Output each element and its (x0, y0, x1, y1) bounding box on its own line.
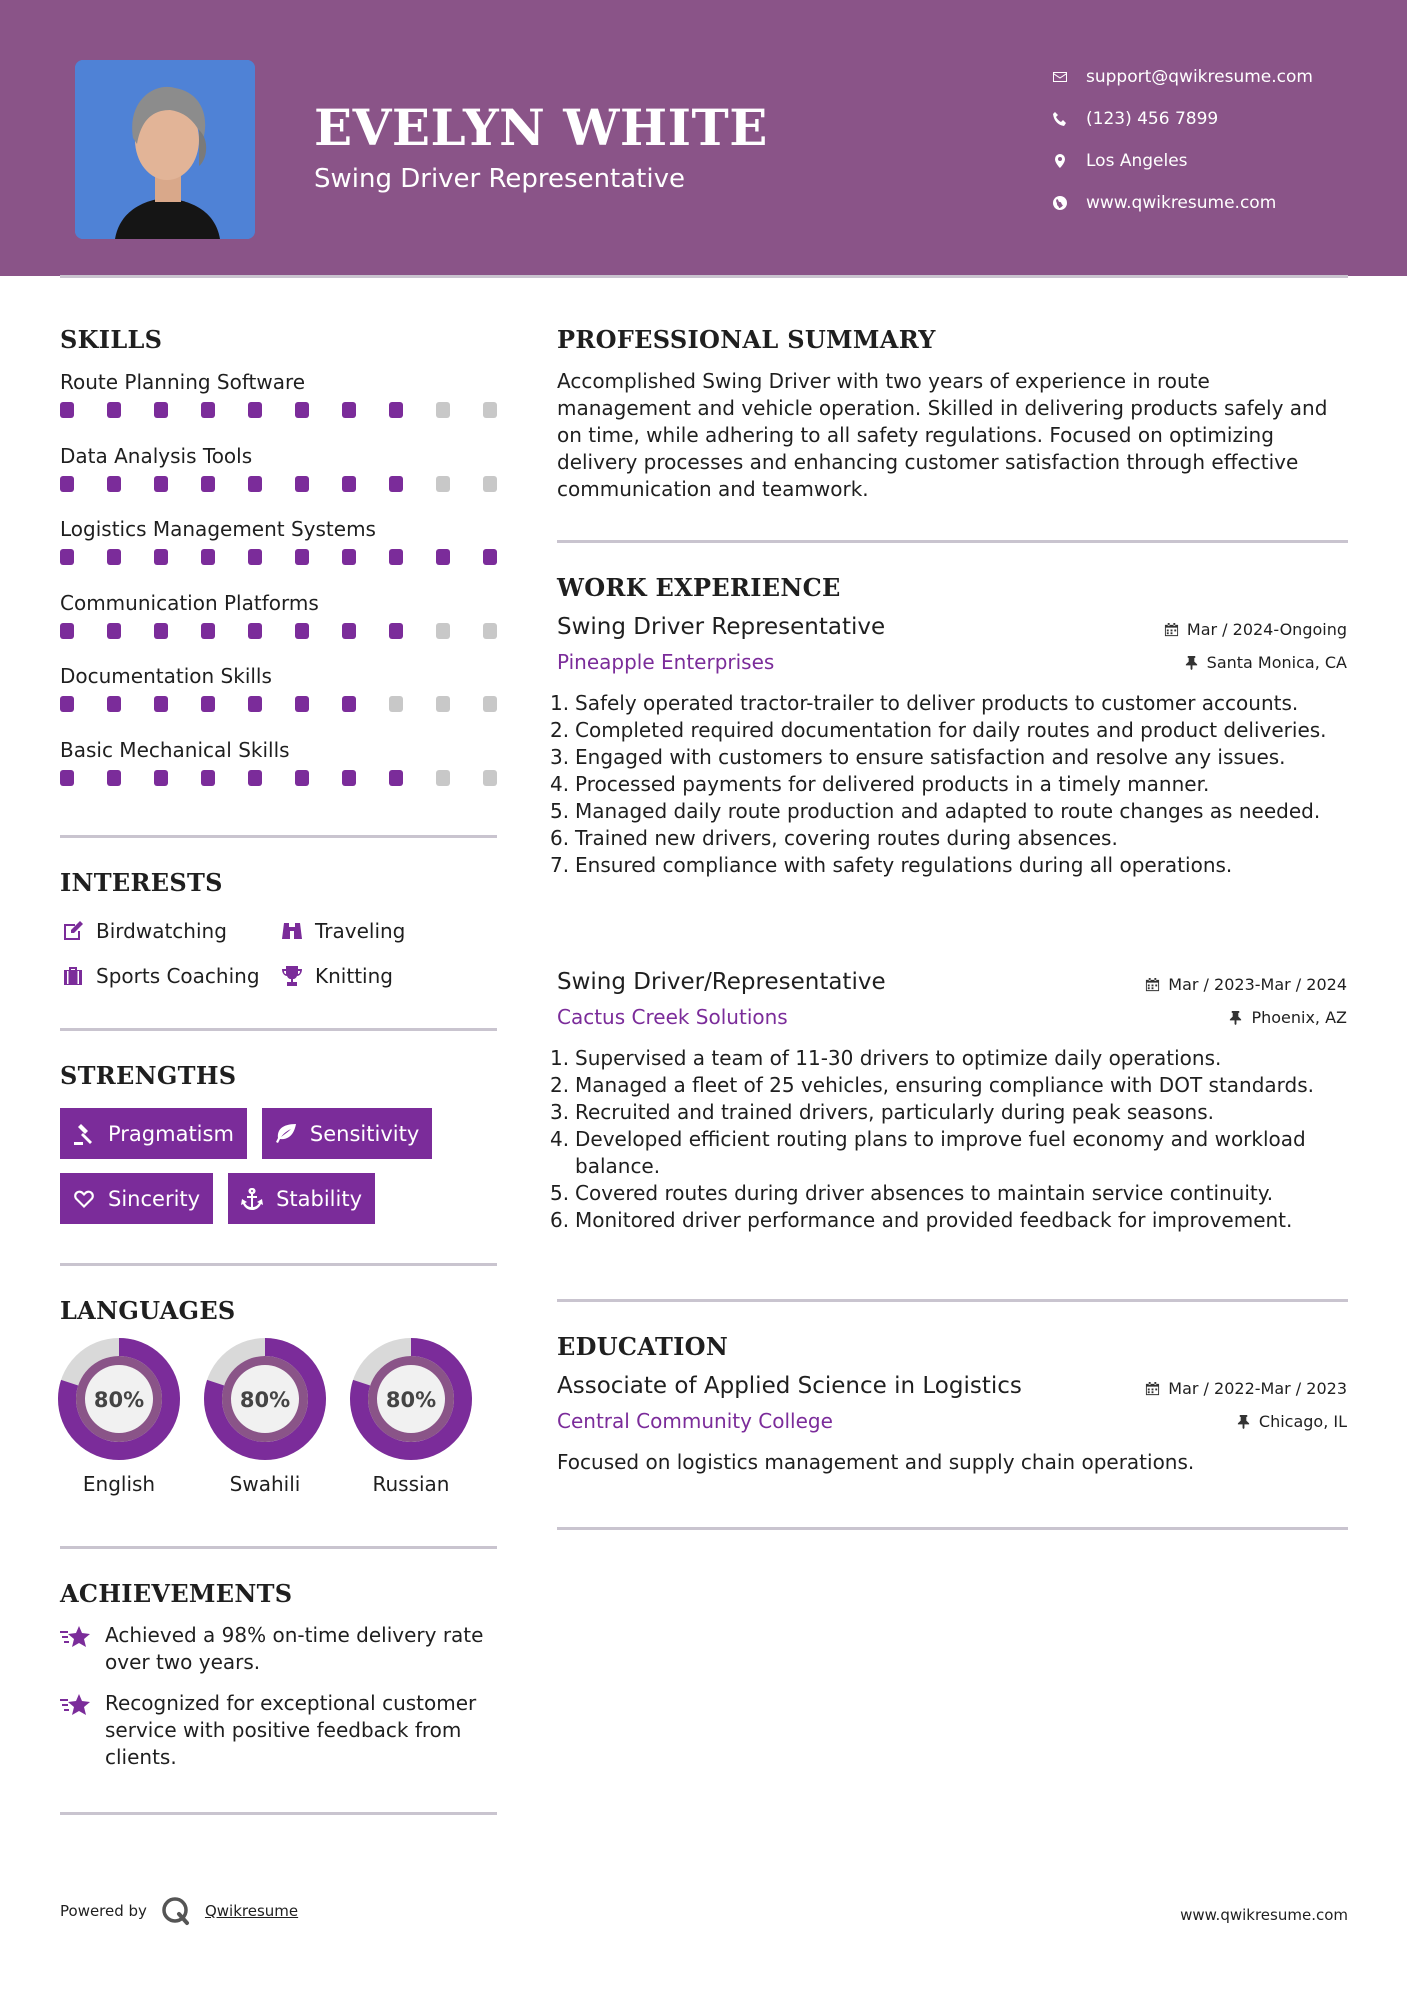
job-bullets (550, 1045, 1347, 1234)
globe-icon (1050, 193, 1070, 213)
skill-rating (60, 770, 497, 786)
interest-item (279, 918, 405, 944)
skill-dot-filled (389, 623, 403, 639)
pushpin-icon (1236, 1414, 1251, 1429)
skill-item (60, 736, 500, 810)
pencil-square-icon (60, 918, 86, 944)
language-percent: 80% (385, 1388, 437, 1412)
contact-location (1050, 140, 1313, 182)
skill-item (60, 368, 500, 442)
language-item (204, 1338, 326, 1496)
strength-label: Pragmatism (108, 1121, 234, 1146)
job-bullet: 3. Engaged with customers to ensure satisfaction and resolve any issues. (550, 745, 1286, 769)
strengths-list (60, 1108, 500, 1238)
interests-heading: INTERESTS (60, 868, 223, 897)
education-entry (557, 1373, 1347, 1476)
skill-dot-filled (295, 696, 309, 712)
skill-dot-filled (342, 770, 356, 786)
skill-item (60, 662, 500, 736)
job-bullet: 1. Safely operated tractor-trailer to deliver products to customer accounts. (550, 691, 1299, 715)
language-ring (350, 1338, 472, 1460)
skill-dot-filled (107, 549, 121, 565)
skill-dot-empty (389, 696, 403, 712)
language-ring (204, 1338, 326, 1460)
strength-label: Stability (276, 1186, 363, 1211)
skill-dot-filled (342, 623, 356, 639)
skill-dot-filled (201, 476, 215, 492)
skills-heading: SKILLS (60, 325, 163, 354)
skill-dot-empty (436, 696, 450, 712)
star-icon (60, 1692, 92, 1771)
skills-list (60, 368, 500, 809)
skill-dot-filled (154, 770, 168, 786)
skill-name: Documentation Skills (60, 664, 272, 688)
job-bullet: 1. Supervised a team of 11-30 drivers to optimize daily operations. (550, 1046, 1222, 1070)
job-bullet: 4. Developed efficient routing plans to improve fuel economy and workload balance. (550, 1127, 1306, 1178)
achievement-text: Achieved a 98% on-time delivery rate over two years. (105, 1623, 484, 1674)
skill-dot-filled (201, 770, 215, 786)
skill-name: Logistics Management Systems (60, 517, 376, 541)
language-name: English (82, 1472, 156, 1496)
contact-website-text: www.qwikresume.com (1086, 193, 1277, 213)
skill-dot-filled (389, 770, 403, 786)
skill-dot-filled (107, 476, 121, 492)
language-percent: 80% (93, 1388, 145, 1412)
skill-dot-filled (342, 476, 356, 492)
header-divider (60, 275, 1348, 278)
map-pin-icon (1050, 151, 1070, 171)
calendar-icon (1164, 622, 1179, 637)
skill-item (60, 589, 500, 663)
contact-phone-text: (123) 456 7899 (1086, 109, 1219, 129)
gavel-icon (72, 1122, 96, 1146)
skill-dot-filled (295, 623, 309, 639)
pushpin-icon (1228, 1010, 1243, 1025)
education-heading: EDUCATION (557, 1332, 729, 1361)
skill-dot-empty (483, 623, 497, 639)
education-date: Mar / 2022-Mar / 2023 (1145, 1379, 1347, 1398)
skill-dot-empty (483, 770, 497, 786)
job-bullets (550, 690, 1347, 879)
language-item (350, 1338, 472, 1496)
skill-dot-empty (436, 623, 450, 639)
skill-name: Communication Platforms (60, 590, 319, 615)
languages-heading: LANGUAGES (60, 1296, 236, 1325)
languages-list (58, 1338, 472, 1496)
strength-chip (262, 1108, 432, 1159)
skill-dot-filled (295, 476, 309, 492)
job-bullet: 2. Managed a fleet of 25 vehicles, ensuring compliance with DOT standards. (550, 1073, 1315, 1097)
strengths-divider (60, 1263, 497, 1266)
interest-label: Traveling (315, 918, 406, 943)
skill-dot-filled (201, 549, 215, 565)
skill-rating (60, 623, 497, 639)
skill-dot-filled (389, 549, 403, 565)
language-name: Russian (372, 1472, 450, 1496)
footer-website[interactable]: www.qwikresume.com (1180, 1906, 1348, 1924)
briefcase-icon (60, 963, 86, 989)
school-name: Central Community College (557, 1409, 833, 1433)
star-icon (60, 1624, 92, 1676)
skill-dot-filled (248, 549, 262, 565)
contact-list (1050, 56, 1313, 224)
skill-dot-filled (154, 696, 168, 712)
job-bullet: 5. Covered routes during driver absences to maintain service continuity. (550, 1181, 1274, 1205)
skill-dot-empty (436, 476, 450, 492)
achievements-list (60, 1622, 505, 1785)
skill-dot-filled (248, 476, 262, 492)
skill-dot-filled (60, 476, 74, 492)
degree-title: Associate of Applied Science in Logistics (557, 1373, 1022, 1399)
job-entry (550, 614, 1347, 879)
skill-dot-filled (107, 696, 121, 712)
contact-email[interactable] (1050, 56, 1313, 98)
anchor-icon (240, 1187, 264, 1211)
strength-chip (228, 1173, 375, 1224)
leaf-icon (274, 1122, 298, 1146)
achievement-text: Recognized for exceptional customer service with positive feedback from clients. (105, 1691, 477, 1769)
languages-divider (60, 1546, 497, 1549)
achievement-item (60, 1622, 505, 1676)
skill-dot-filled (201, 623, 215, 639)
interest-item (60, 963, 279, 989)
skill-dot-filled (248, 696, 262, 712)
skill-item (60, 442, 500, 516)
job-company: Pineapple Enterprises (557, 650, 775, 674)
skill-dot-filled (389, 476, 403, 492)
interest-item (60, 918, 279, 944)
interest-label: Birdwatching (96, 918, 227, 943)
footer-powered-by: Powered by Qwikresume (60, 1896, 298, 1926)
interest-label: Sports Coaching (96, 963, 260, 988)
skill-dot-filled (107, 402, 121, 418)
trophy-icon (279, 963, 305, 989)
job-bullet: 6. Trained new drivers, covering routes during absences. (550, 826, 1118, 850)
skill-dot-filled (201, 402, 215, 418)
skill-dot-filled (389, 402, 403, 418)
skill-dot-empty (436, 770, 450, 786)
candidate-title: Swing Driver Representative (314, 164, 685, 194)
skill-dot-filled (60, 623, 74, 639)
calendar-icon (1145, 1381, 1160, 1396)
candidate-name: EVELYN WHITE (314, 98, 768, 157)
skill-rating (60, 549, 497, 565)
skill-dot-filled (154, 623, 168, 639)
skill-dot-filled (60, 402, 74, 418)
skill-dot-empty (483, 402, 497, 418)
skill-dot-filled (342, 402, 356, 418)
summary-divider (557, 540, 1348, 543)
summary-text: Accomplished Swing Driver with two years of experience in route management and vehicle operation. Skilled in delivering products safely and on time, while adhering to all safety regulations. Focused on optimizing delivery processes and enhancing customer satisfaction through effective communication and teamwork. (557, 369, 1328, 501)
skill-rating (60, 402, 497, 418)
skill-dot-filled (107, 770, 121, 786)
achievement-item (60, 1690, 505, 1771)
profile-photo (75, 60, 255, 239)
interest-item (279, 963, 393, 989)
interest-label: Knitting (315, 963, 393, 988)
job-bullet: 2. Completed required documentation for daily routes and product deliveries. (550, 718, 1327, 742)
pushpin-icon (1184, 655, 1199, 670)
job-bullet: 5. Managed daily route production and adapted to route changes as needed. (550, 799, 1321, 823)
contact-phone[interactable] (1050, 98, 1313, 140)
skill-dot-filled (248, 623, 262, 639)
skill-dot-filled (107, 623, 121, 639)
skill-rating (60, 476, 497, 492)
skill-name: Data Analysis Tools (60, 443, 253, 468)
skill-dot-empty (436, 402, 450, 418)
job-location: Santa Monica, CA (1184, 653, 1347, 672)
contact-location-text: Los Angeles (1086, 151, 1188, 171)
achievements-heading: ACHIEVEMENTS (60, 1579, 293, 1608)
education-description: Focused on logistics management and supply chain operations. (557, 1450, 1195, 1474)
binoculars-icon (279, 918, 305, 944)
skill-dot-filled (154, 476, 168, 492)
skill-rating (60, 696, 497, 712)
skill-dot-filled (483, 549, 497, 565)
language-percent: 80% (239, 1388, 291, 1412)
strength-chip (60, 1108, 247, 1159)
resume-header (0, 0, 1407, 276)
job-title: Swing Driver/Representative (557, 969, 886, 995)
skill-dot-filled (295, 549, 309, 565)
language-name: Swahili (229, 1472, 301, 1496)
strengths-heading: STRENGTHS (60, 1061, 237, 1090)
skill-name: Route Planning Software (60, 370, 306, 394)
skill-dot-empty (483, 696, 497, 712)
strength-label: Sincerity (108, 1186, 201, 1211)
skill-dot-filled (342, 696, 356, 712)
skill-dot-filled (154, 402, 168, 418)
phone-icon (1050, 109, 1070, 129)
job-bullet: 3. Recruited and trained drivers, particularly during peak seasons. (550, 1100, 1215, 1124)
interests-divider (60, 1028, 497, 1031)
skill-dot-filled (342, 549, 356, 565)
contact-website[interactable] (1050, 182, 1313, 224)
envelope-icon (1050, 67, 1070, 87)
job-bullet: 6. Monitored driver performance and provided feedback for improvement. (550, 1208, 1293, 1232)
interests-list (60, 908, 500, 998)
skill-dot-filled (295, 770, 309, 786)
skill-dot-filled (248, 770, 262, 786)
job-location: Phoenix, AZ (1228, 1008, 1347, 1027)
education-divider (557, 1527, 1348, 1530)
summary-heading: PROFESSIONAL SUMMARY (557, 325, 936, 354)
skill-item (60, 515, 500, 589)
skill-dot-filled (60, 770, 74, 786)
skill-dot-filled (154, 549, 168, 565)
skill-dot-filled (60, 549, 74, 565)
achievements-divider (60, 1812, 497, 1815)
job-bullet: 4. Processed payments for delivered products in a timely manner. (550, 772, 1210, 796)
job-title: Swing Driver Representative (557, 614, 886, 640)
skills-divider (60, 835, 497, 838)
skill-dot-filled (295, 402, 309, 418)
heart-icon (72, 1187, 96, 1211)
strength-chip (60, 1173, 213, 1224)
skill-name: Basic Mechanical Skills (60, 737, 290, 762)
qwikresume-logo-icon (161, 1896, 191, 1926)
experience-divider (557, 1299, 1348, 1302)
job-entry (550, 969, 1347, 1234)
footer-brand-link[interactable]: Qwikresume (204, 1902, 299, 1920)
skill-dot-filled (436, 549, 450, 565)
skill-dot-filled (201, 696, 215, 712)
language-item (58, 1338, 180, 1496)
skill-dot-filled (60, 696, 74, 712)
skill-dot-filled (248, 402, 262, 418)
skill-dot-empty (483, 476, 497, 492)
calendar-icon (1145, 977, 1160, 992)
strength-label: Sensitivity (309, 1121, 420, 1146)
job-company: Cactus Creek Solutions (557, 1005, 788, 1029)
education-location: Chicago, IL (1236, 1412, 1347, 1431)
experience-heading: WORK EXPERIENCE (557, 573, 841, 602)
job-date: Mar / 2024-Ongoing (1164, 620, 1347, 639)
job-date: Mar / 2023-Mar / 2024 (1145, 975, 1347, 994)
language-ring (58, 1338, 180, 1460)
job-bullet: 7. Ensured compliance with safety regulations during all operations. (550, 853, 1233, 877)
contact-email-text: support@qwikresume.com (1086, 67, 1313, 87)
